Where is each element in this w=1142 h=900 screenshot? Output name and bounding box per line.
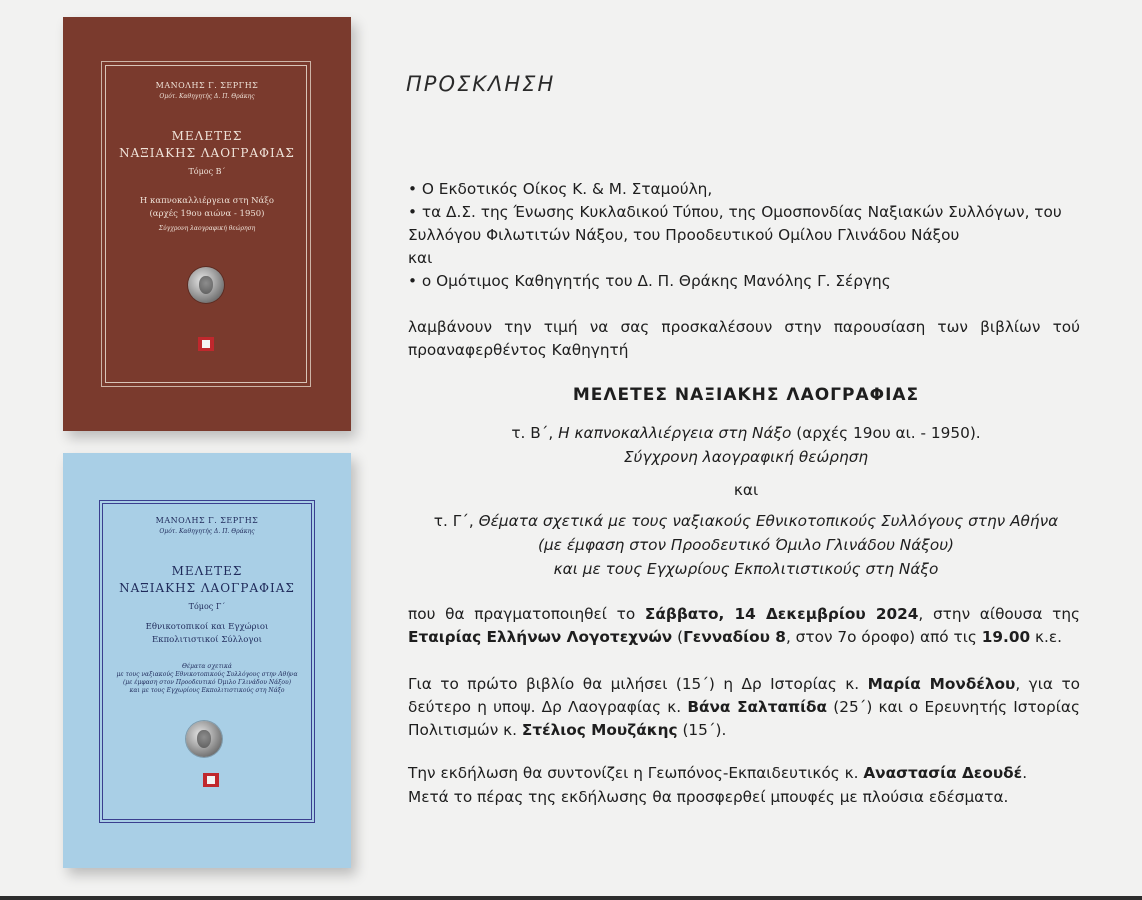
coordination-text: . [1022, 764, 1028, 782]
cover-author-title: Ομότ. Καθηγητής Δ. Π. Θράκης [159, 528, 255, 535]
coordination-details [408, 762, 1080, 785]
cover-small-line2: με τους ναξιακούς Εθνικοτοπικούς Συλλόγους στην Αθήνα [116, 671, 298, 678]
event-date: Σάββατο, 14 Δεκεμβρίου 2024 [644, 605, 919, 623]
speaker-name: Βάνα Σαλταπίδα [687, 698, 828, 716]
speakers-text: Για το πρώτο βιβλίο θα μιλήσει (15΄) η Δρ Ιστορίας κ. [408, 675, 868, 693]
cover-title-line1: ΜΕΛΕΤΕΣ [171, 129, 243, 143]
volume-b-line [408, 422, 1084, 445]
cover-title-line1: ΜΕΛΕΤΕΣ [171, 564, 243, 578]
event-text: , στην αίθουσα της [918, 605, 1080, 623]
cover-small-line1: Θέματα σχετικά [182, 663, 232, 670]
cover-frame [105, 65, 307, 383]
event-address: Γενναδίου 8 [683, 628, 786, 646]
volume-c-line2: (με έμφαση στον Προοδευτικό Όμιλο Γλινάδου Νάξου) [537, 536, 955, 554]
volume-c-line3: και με τους Εγχωρίους Εκπολιτιστικούς στη Νάξο [553, 560, 939, 578]
event-details [408, 603, 1080, 649]
host-connector: και [408, 249, 433, 267]
event-text: κ.ε. [1030, 628, 1063, 646]
volume-b-subtitle: Σύγχρονη λαογραφική θεώρηση [623, 448, 869, 466]
cover-volume: Τόμος Β΄ [188, 167, 226, 176]
book-cover-volume-b [63, 17, 351, 431]
volume-b-title: Η καπνοκαλλιέργεια στη Νάξο [558, 424, 792, 442]
cover-volume: Τόμος Γ΄ [188, 602, 226, 611]
cover-author: ΜΑΝΟΛΗΣ Γ. ΣΕΡΓΗΣ [155, 81, 259, 90]
cover-small-line3: (με έμφαση στον Προοδευτικό Όμιλο Γλινάδου Νάξου) [122, 679, 292, 686]
book-cover-volume-c [63, 453, 351, 868]
speakers-details [408, 673, 1080, 742]
speakers-text: , για το δεύτερο η υποψ. Δρ Λαογραφίας κ. [408, 675, 1081, 716]
volume-c-line1 [408, 510, 1084, 533]
bottom-divider [0, 896, 1142, 900]
cover-desc-line3: Σύγχρονη λαογραφική θεώρηση [158, 225, 256, 232]
speakers-text: (15΄). [677, 721, 727, 739]
hosts-list [408, 178, 1088, 293]
series-title: ΜΕΛΕΤΕΣ ΝΑΞΙΑΚΗΣ ΛΑΟΓΡΑΦΙΑΣ [572, 385, 920, 405]
event-time: 19.00 [981, 628, 1031, 646]
cover-small-line4: και με τους Εγχωρίους Εκπολιτιστικούς στη Νάξο [129, 687, 285, 694]
coordinator-name: Αναστασία Δεουδέ [863, 764, 1023, 782]
volume-c-title: Θέματα σχετικά με τους ναξιακούς Εθνικοτοπικούς Συλλόγους στην Αθήνα [478, 512, 1059, 530]
cover-desc-line2: (αρχές 19ου αιώνα - 1950) [149, 209, 265, 219]
cover-desc-line1: Εθνικοτοπικοί και Εγχώριοι [145, 622, 269, 632]
publisher-logo [198, 337, 214, 351]
coin-image [188, 267, 224, 303]
cover-author-title: Ομότ. Καθηγητής Δ. Π. Θράκης [159, 93, 255, 100]
event-venue: Εταιρίας Ελλήνων Λογοτεχνών [408, 628, 673, 646]
cover-title-line2: ΝΑΞΙΑΚΗΣ ΛΑΟΓΡΑΦΙΑΣ [119, 146, 295, 160]
host-item: • Ο Εκδοτικός Οίκος Κ. & Μ. Σταμούλη, [408, 180, 713, 198]
cover-title-line2: ΝΑΞΙΑΚΗΣ ΛΑΟΓΡΑΦΙΑΣ [119, 581, 295, 595]
volume-b-prefix: τ. Β΄, [511, 424, 559, 442]
coordination-text: Την εκδήλωση θα συντονίζει η Γεωπόνος-Εκπαιδευτικός κ. [408, 764, 864, 782]
cover-author: ΜΑΝΟΛΗΣ Γ. ΣΕΡΓΗΣ [155, 516, 259, 525]
volumes-connector: και [733, 481, 759, 499]
invite-text: λαμβάνουν την τιμή να σας προσκαλέσουν στην παρουσίαση των βιβλίων τού προαναφερθέντος Καθηγητή [408, 318, 1080, 359]
event-text: , στον 7ο όροφο) από τις [785, 628, 982, 646]
event-text: που θα πραγματοποιηθεί το [408, 605, 645, 623]
volume-b-years: (αρχές 19ου αι. - 1950). [791, 424, 981, 442]
volume-c-prefix: τ. Γ΄, [433, 512, 479, 530]
host-item: • τα Δ.Σ. της Ένωσης Κυκλαδικού Τύπου, της Ομοσπονδίας Ναξιακών Συλλόγων, του Συλλόγου Φιλωτιτών Νάξου, του Προοδευτικού Ομίλου Γλινάδου Νάξου [408, 203, 1062, 244]
coin-image [186, 721, 222, 757]
invitation-heading: ΠΡΟΣΚΛΗΣΗ [406, 72, 556, 96]
speaker-name: Μαρία Μονδέλου [867, 675, 1016, 693]
cover-desc-line1: Η καπνοκαλλιέργεια στη Νάξο [139, 196, 275, 206]
speaker-name: Στέλιος Μουζάκης [521, 721, 678, 739]
speakers-text: (25΄) και ο Ερευνητής Ιστορίας Πολιτισμών κ. [408, 698, 1080, 739]
event-text: ( [672, 628, 684, 646]
host-item: • ο Ομότιμος Καθηγητής του Δ. Π. Θράκης Μανόλης Γ. Σέργης [408, 272, 891, 290]
cover-desc-line2: Εκπολιτιστικοί Σύλλογοι [152, 635, 262, 645]
buffet-note: Μετά το πέρας της εκδήλωσης θα προσφερθεί μπουφές με πλούσια εδέσματα. [408, 788, 1009, 806]
publisher-logo [203, 773, 219, 787]
